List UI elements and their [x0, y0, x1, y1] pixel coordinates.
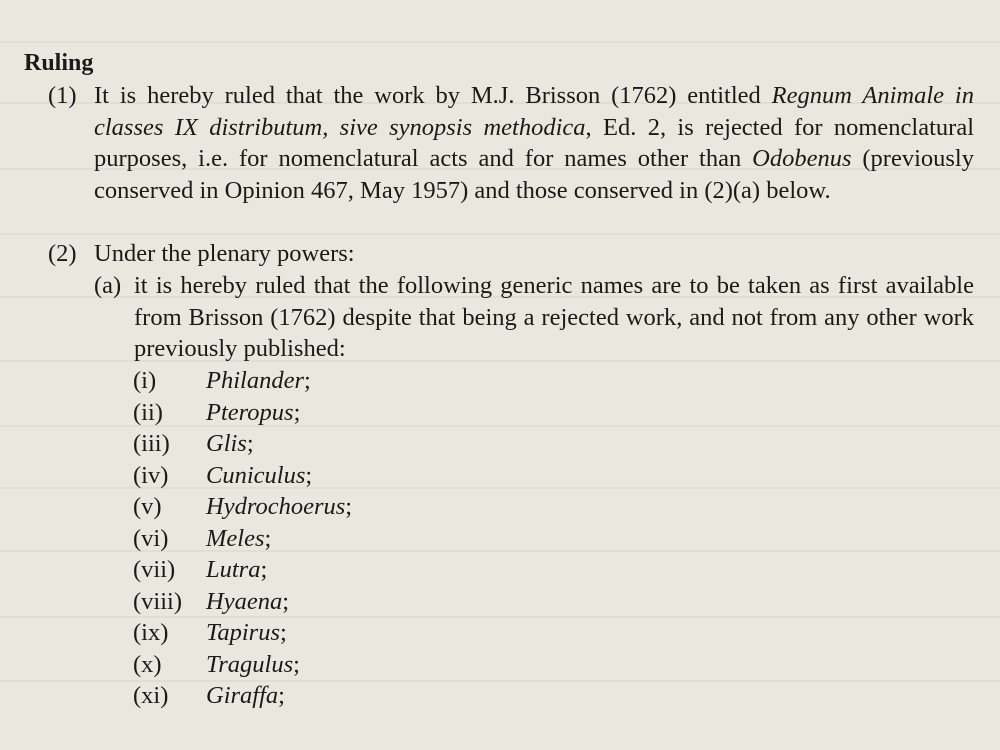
genus-separator: ;	[282, 587, 290, 615]
genus-roman-numeral: (v)	[133, 493, 162, 520]
para1-text-before: It is hereby ruled that the work by M.J. Brisson (1762) entitled	[94, 82, 772, 109]
genus-separator: ;	[264, 524, 272, 552]
genus-roman-numeral: (xi)	[133, 682, 169, 709]
genus-name: Lutra	[206, 556, 261, 583]
para1-genus: Odobenus	[752, 145, 852, 172]
genus-separator: ;	[345, 493, 353, 520]
para2-text: Under the plenary powers:	[94, 240, 355, 267]
sub-a-label: (a)	[94, 272, 122, 299]
genus-separator: ;	[293, 398, 301, 426]
genus-name: Giraffa	[206, 682, 279, 709]
genus-list-item	[133, 554, 352, 586]
genus-name: Hyaena	[206, 587, 283, 615]
genus-list-item	[133, 586, 352, 618]
genus-roman-numeral: (x)	[133, 650, 162, 678]
genus-list-item	[133, 428, 352, 460]
genus-roman-numeral: (ix)	[133, 619, 169, 646]
genus-name: Tragulus	[206, 650, 294, 678]
para1-text	[94, 80, 974, 206]
section-heading: Ruling	[24, 50, 94, 76]
genus-list-item	[133, 649, 352, 681]
genus-separator: ;	[293, 650, 300, 678]
genus-list-item	[133, 397, 352, 429]
genus-roman-numeral: (i)	[133, 367, 157, 394]
para1-work-title: Regnum Animale in classes IX distributum, sive synopsis methodica	[94, 82, 974, 141]
genus-separator: ;	[260, 556, 268, 583]
genus-list-item	[133, 617, 352, 649]
genus-name: Pteropus	[206, 398, 294, 426]
para1-text-after: (previously conserved in Opinion 467, May 1957) and those conserved in (2)(a) below.	[94, 145, 974, 204]
genus-name: Meles	[206, 524, 265, 552]
genus-roman-numeral: (ii)	[133, 398, 163, 426]
genus-list-item	[133, 680, 352, 712]
genus-separator: ;	[278, 682, 285, 709]
genera-list	[133, 365, 352, 712]
genus-name: Tapirus	[206, 619, 281, 646]
genus-separator: ;	[280, 619, 287, 646]
genus-list-item	[133, 523, 352, 555]
genus-name: Glis	[206, 430, 247, 457]
genus-name: Philander	[206, 367, 304, 394]
genus-roman-numeral: (iv)	[133, 461, 169, 489]
genus-name: Hydrochoerus	[206, 493, 346, 520]
para1-text-middle: , Ed. 2, is rejected for nomenclatural purposes, i.e. for nomenclatural acts and for names other than	[94, 113, 975, 172]
genus-list-item	[133, 460, 352, 492]
genus-roman-numeral: (vi)	[133, 524, 169, 552]
genus-roman-numeral: (iii)	[133, 430, 170, 457]
genus-name: Cuniculus	[206, 461, 306, 489]
sub-a-text: it is hereby ruled that the following generic names are to be taken as first available from Brisson (1762) despite that being a rejected work, and not from any other work previously published:	[134, 272, 974, 362]
para2-number: (2)	[48, 240, 77, 267]
para1-number: (1)	[48, 82, 77, 109]
genus-separator: ;	[304, 367, 311, 394]
genus-roman-numeral: (viii)	[133, 587, 182, 615]
genus-roman-numeral: (vii)	[133, 556, 176, 583]
genus-separator: ;	[246, 430, 254, 457]
genus-list-item	[133, 365, 352, 397]
genus-separator: ;	[305, 461, 313, 489]
genus-list-item	[133, 491, 352, 523]
